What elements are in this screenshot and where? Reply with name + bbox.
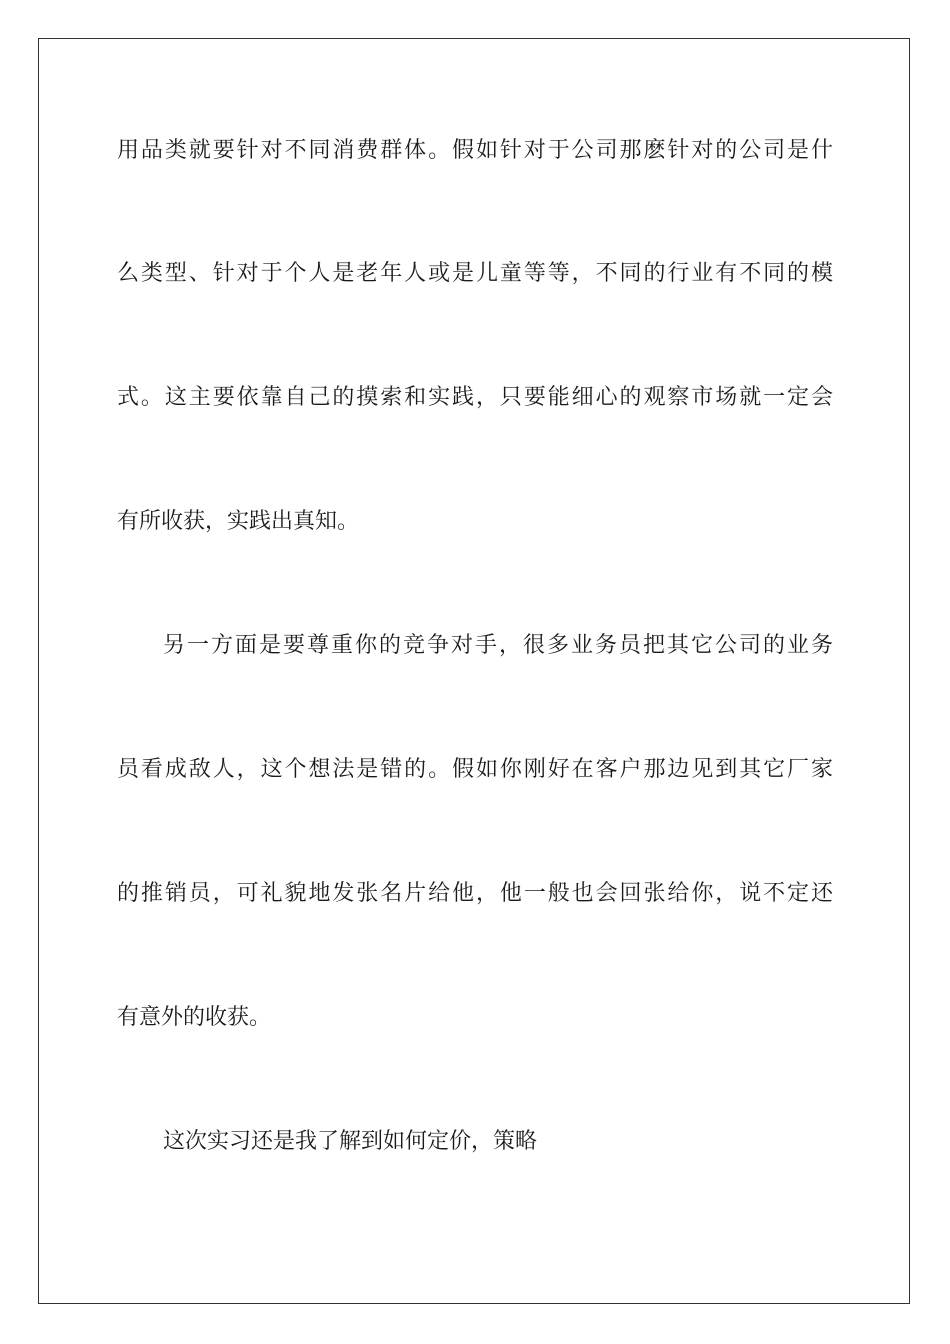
paragraph-line-1: 用品类就要针对不同消费群体。假如针对于公司那麽针对的公司是什 bbox=[117, 138, 833, 163]
paragraph-line-9: 这次实习还是我了解到如何定价，策略 bbox=[163, 1129, 538, 1154]
paragraph-line-6: 员看成敌人，这个想法是错的。假如你刚好在客户那边见到其它厂家 bbox=[117, 757, 833, 782]
paragraph-line-7: 的推销员，可礼貌地发张名片给他，他一般也会回张给你，说不定还 bbox=[117, 881, 833, 906]
paragraph-line-2: 么类型、针对于个人是老年人或是儿童等等，不同的行业有不同的模 bbox=[117, 261, 833, 286]
page-border bbox=[38, 38, 910, 1304]
paragraph-line-4: 有所收获，实践出真知。 bbox=[117, 509, 360, 534]
paragraph-line-3: 式。这主要依靠自己的摸索和实践，只要能细心的观察市场就一定会 bbox=[117, 385, 833, 410]
paragraph-line-5: 另一方面是要尊重你的竞争对手，很多业务员把其它公司的业务 bbox=[163, 633, 833, 658]
paragraph-line-8: 有意外的收获。 bbox=[117, 1005, 272, 1030]
